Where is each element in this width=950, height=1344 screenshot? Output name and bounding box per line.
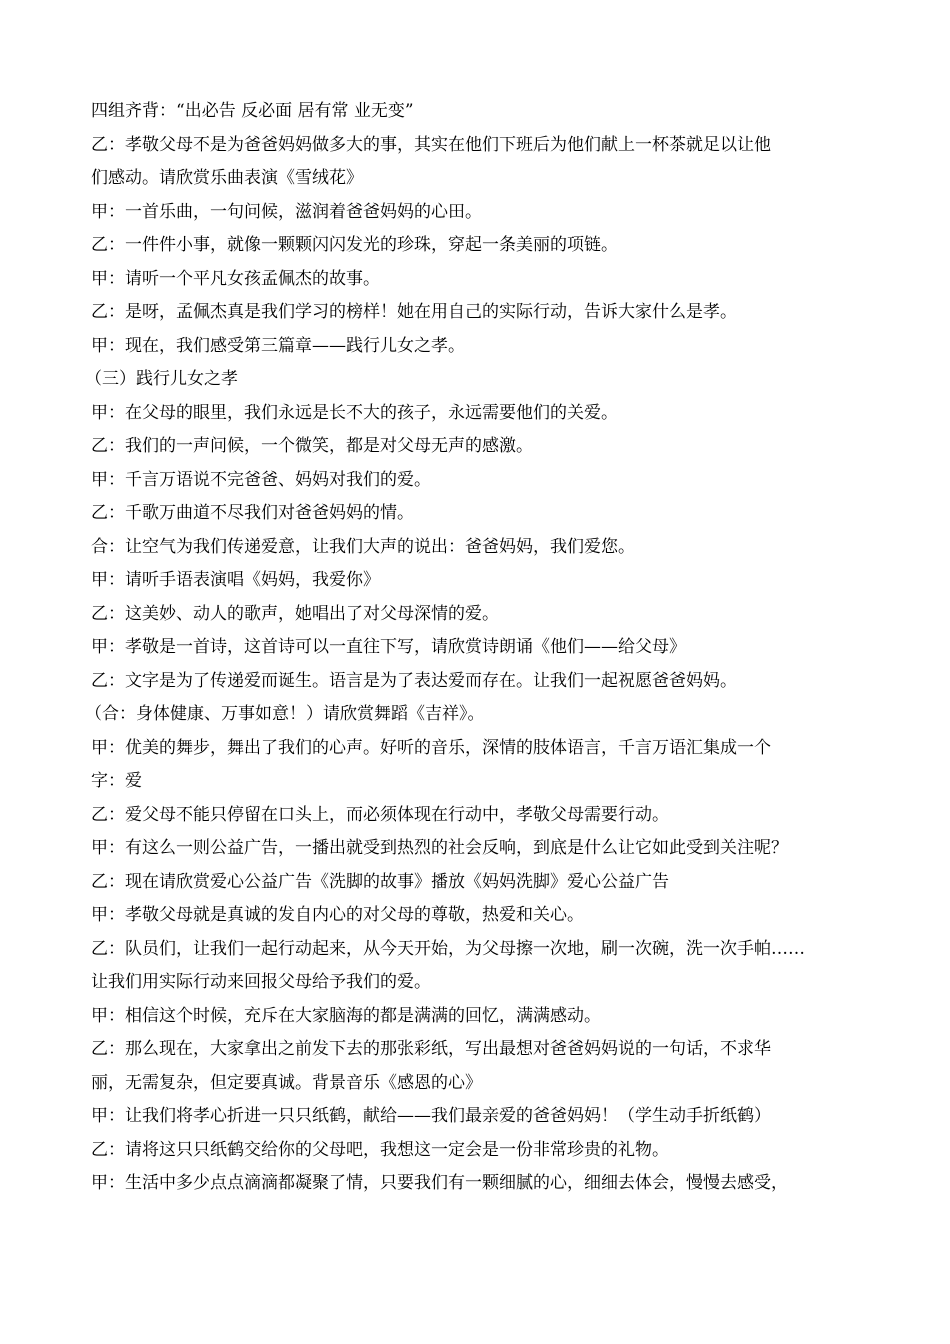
text-line: 四组齐背：“出必告 反必面 居有常 业无变” [91, 101, 414, 121]
text-line: 甲：孝敬是一首诗，这首诗可以一直往下写，请欣赏诗朗诵《他们——给父母》 [91, 637, 686, 657]
text-line: 乙：那么现在，大家拿出之前发下去的那张彩纸，写出最想对爸爸妈妈说的一句话，不求华 [91, 1039, 771, 1059]
text-line: 乙：是呀，孟佩杰真是我们学习的榜样！她在用自己的实际行动，告诉大家什么是孝。 [91, 302, 737, 322]
text-line: 甲：请听手语表演唱《妈妈，我爱你》 [91, 570, 380, 590]
text-line: 甲：现在，我们感受第三篇章——践行儿女之孝。 [91, 335, 465, 356]
text-line: 甲：生活中多少点点滴滴都凝聚了情，只要我们有一颗细腻的心，细细去体会，慢慢去感受， [91, 1173, 788, 1193]
text-line: 字：爱 [91, 771, 142, 791]
text-line: 让我们用实际行动来回报父母给予我们的爱。 [91, 972, 431, 992]
text-line: 乙：爱父母不能只停留在口头上，而必须体现在行动中，孝敬父母需要行动。 [91, 804, 669, 825]
text-line: 们感动。请欣赏乐曲表演《雪绒花》 [91, 168, 363, 188]
text-line: 甲：相信这个时候，充斥在大家脑海的都是满满的回忆，满满感动。 [91, 1005, 601, 1026]
text-line: 乙：我们的一声问候，一个微笑，都是对父母无声的感激。 [91, 436, 533, 456]
text-line: 乙：文字是为了传递爱而诞生。语言是为了表达爱而存在。让我们一起祝愿爸爸妈妈。 [91, 670, 737, 691]
text-line: 乙：千歌万曲道不尽我们对爸爸妈妈的情。 [91, 503, 414, 523]
text-line: 甲：在父母的眼里，我们永远是长不大的孩子，永远需要他们的关爱。 [91, 402, 618, 423]
text-line: 甲：让我们将孝心折进一只只纸鹤，献给——我们最亲爱的爸爸妈妈！（学生动手折纸鹤） [91, 1106, 771, 1126]
text-line: 甲：请听一个平凡女孩孟佩杰的故事。 [91, 268, 380, 289]
text-line: 合：让空气为我们传递爱意，让我们大声的说出：爸爸妈妈，我们爱您。 [91, 536, 635, 557]
text-line: 乙：现在请欣赏爱心公益广告《洗脚的故事》播放《妈妈洗脚》爱心公益广告 [91, 871, 669, 892]
text-line: （合：身体健康、万事如意！）请欣赏舞蹈《吉祥》。 [85, 704, 485, 724]
text-line: 乙：队员们，让我们一起行动起来，从今天开始，为父母擦一次地，刷一次碗，洗一次手帕…… [91, 938, 805, 959]
section-heading: （三）践行儿女之孝 [85, 369, 238, 389]
text-line: 甲：有这么一则公益广告，一播出就受到热烈的社会反响，到底是什么让它如此受到关注呢？ [91, 838, 788, 858]
text-line: 甲：优美的舞步，舞出了我们的心声。好听的音乐，深情的肢体语言，千言万语汇集成一个 [91, 737, 771, 758]
document-page [85, 95, 861, 1201]
text-line: 甲：孝敬父母就是真诚的发自内心的对父母的尊敬，热爱和关心。 [91, 905, 584, 925]
text-line: 甲：千言万语说不完爸爸、妈妈对我们的爱。 [91, 469, 431, 490]
text-line: 乙：这美妙、动人的歌声，她唱出了对父母深情的爱。 [91, 603, 499, 624]
text-line: 甲：一首乐曲，一句问候，滋润着爸爸妈妈的心田。 [91, 201, 482, 222]
text-line: 乙：一件件小事，就像一颗颗闪闪发光的珍珠，穿起一条美丽的项链。 [91, 235, 618, 255]
text-line: 乙：孝敬父母不是为爸爸妈妈做多大的事，其实在他们下班后为他们献上一杯茶就足以让他 [91, 134, 771, 155]
text-line: 丽，无需复杂，但定要真诚。背景音乐《感恩的心》 [91, 1072, 482, 1093]
text-line: 乙：请将这只只纸鹤交给你的父母吧，我想这一定会是一份非常珍贵的礼物。 [91, 1139, 669, 1160]
